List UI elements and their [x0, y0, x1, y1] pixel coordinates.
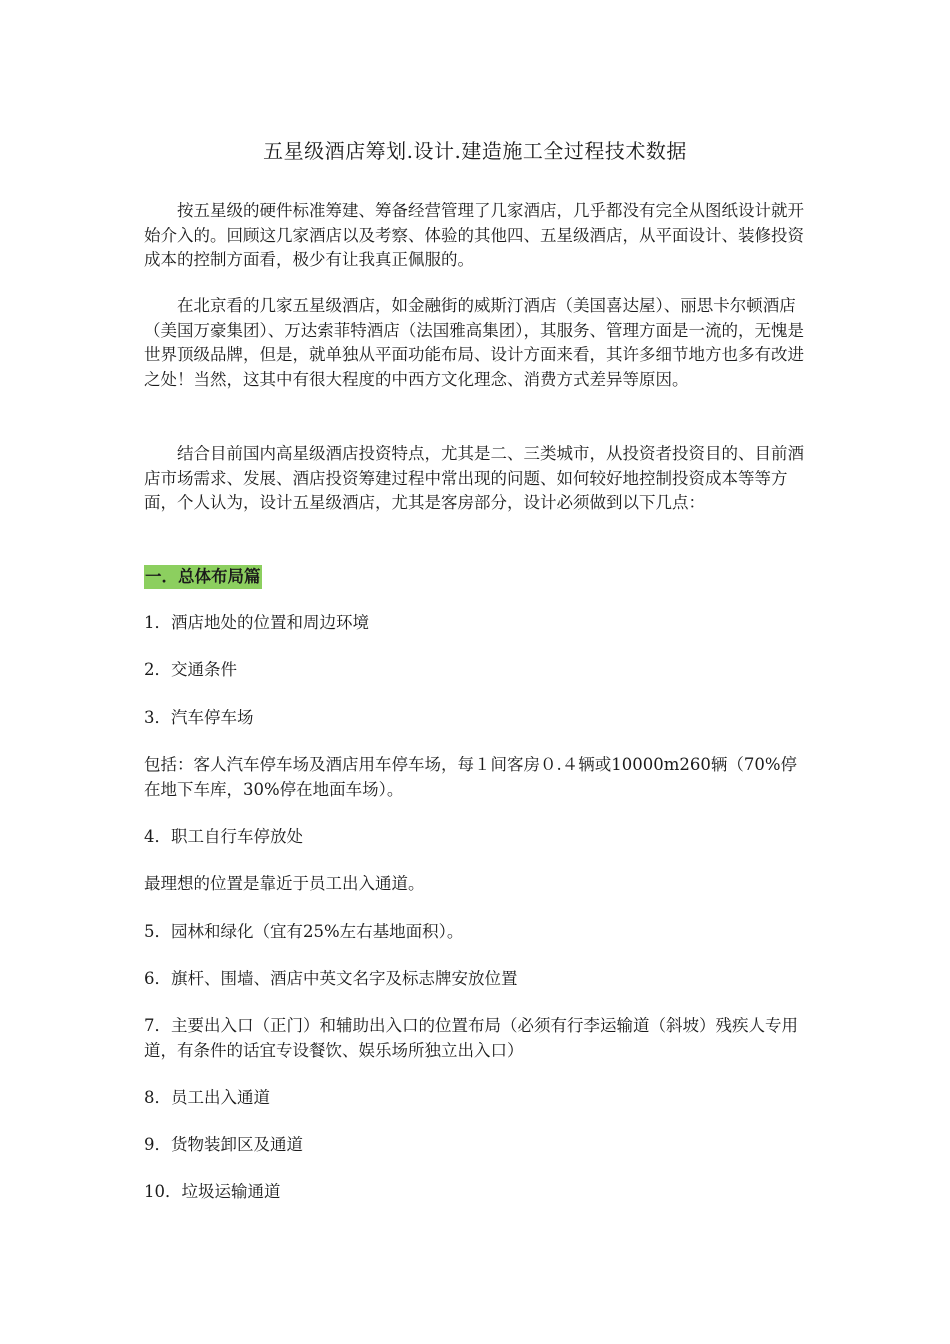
bicycle-parking-note: 最理想的位置是靠近于员工出入通道。 — [144, 874, 425, 893]
section-heading-layout: 一．总体布局篇 — [144, 565, 262, 589]
list-item-bicycle-parking: 4．职工自行车停放处 — [144, 827, 303, 846]
intro-paragraph-3: 结合目前国内高星级酒店投资特点，尤其是二、三类城市，从投资者投资目的、目前酒店市场需求、发展、酒店投资筹建过程中常出现的问题、如何较好地控制投资成本等等方面，个人认为，设计五星级酒店，尤其是客房部分，设计必须做到以下几点： — [144, 444, 804, 513]
intro-paragraph-1: 按五星级的硬件标准筹建、筹备经营管理了几家酒店，几乎都没有完全从图纸设计就开始介入的。回顾这几家酒店以及考察、体验的其他四、五星级酒店，从平面设计、装修投资成本的控制方面看，极少有让我真正佩服的。 — [144, 201, 804, 270]
list-item-parking: 3．汽车停车场 — [144, 708, 254, 727]
list-item-traffic: 2．交通条件 — [144, 660, 237, 679]
document-title: 五星级酒店筹划.设计.建造施工全过程技术数据 — [263, 139, 687, 163]
list-item-signage: 6．旗杆、围墙、酒店中英文名字及标志牌安放位置 — [144, 969, 518, 988]
intro-paragraph-2: 在北京看的几家五星级酒店，如金融街的威斯汀酒店（美国喜达屋）、丽思卡尔顿酒店（美国万豪集团）、万达索菲特酒店（法国雅高集团），其服务、管理方面是一流的，无愧是世界顶级品牌，但是，就单独从平面功能布局、设计方面来看，其许多细节地方也多有改进之处！当然，这其中有很大程度的中西方文化理念、消费方式差异等原因。 — [144, 296, 804, 389]
list-item-staff-passage: 8．员工出入通道 — [144, 1088, 270, 1107]
parking-note: 包括：客人汽车停车场及酒店用车停车场，每１间客房０.４辆或10000m260辆（70%停在地下车库，30%停在地面车场）。 — [144, 755, 798, 799]
list-item-waste-passage: 10．垃圾运输通道 — [144, 1182, 281, 1201]
list-item-loading-area: 9．货物装卸区及通道 — [144, 1135, 303, 1154]
list-item-location: 1．酒店地处的位置和周边环境 — [144, 613, 369, 632]
list-item-entrances: 7．主要出入口（正门）和辅助出入口的位置布局（必须有行李运输道（斜坡）残疾人专用道，有条件的话宜专设餐饮、娱乐场所独立出入口） — [144, 1016, 798, 1060]
list-item-landscaping: 5．园林和绿化（宜有25%左右基地面积）。 — [144, 922, 464, 941]
